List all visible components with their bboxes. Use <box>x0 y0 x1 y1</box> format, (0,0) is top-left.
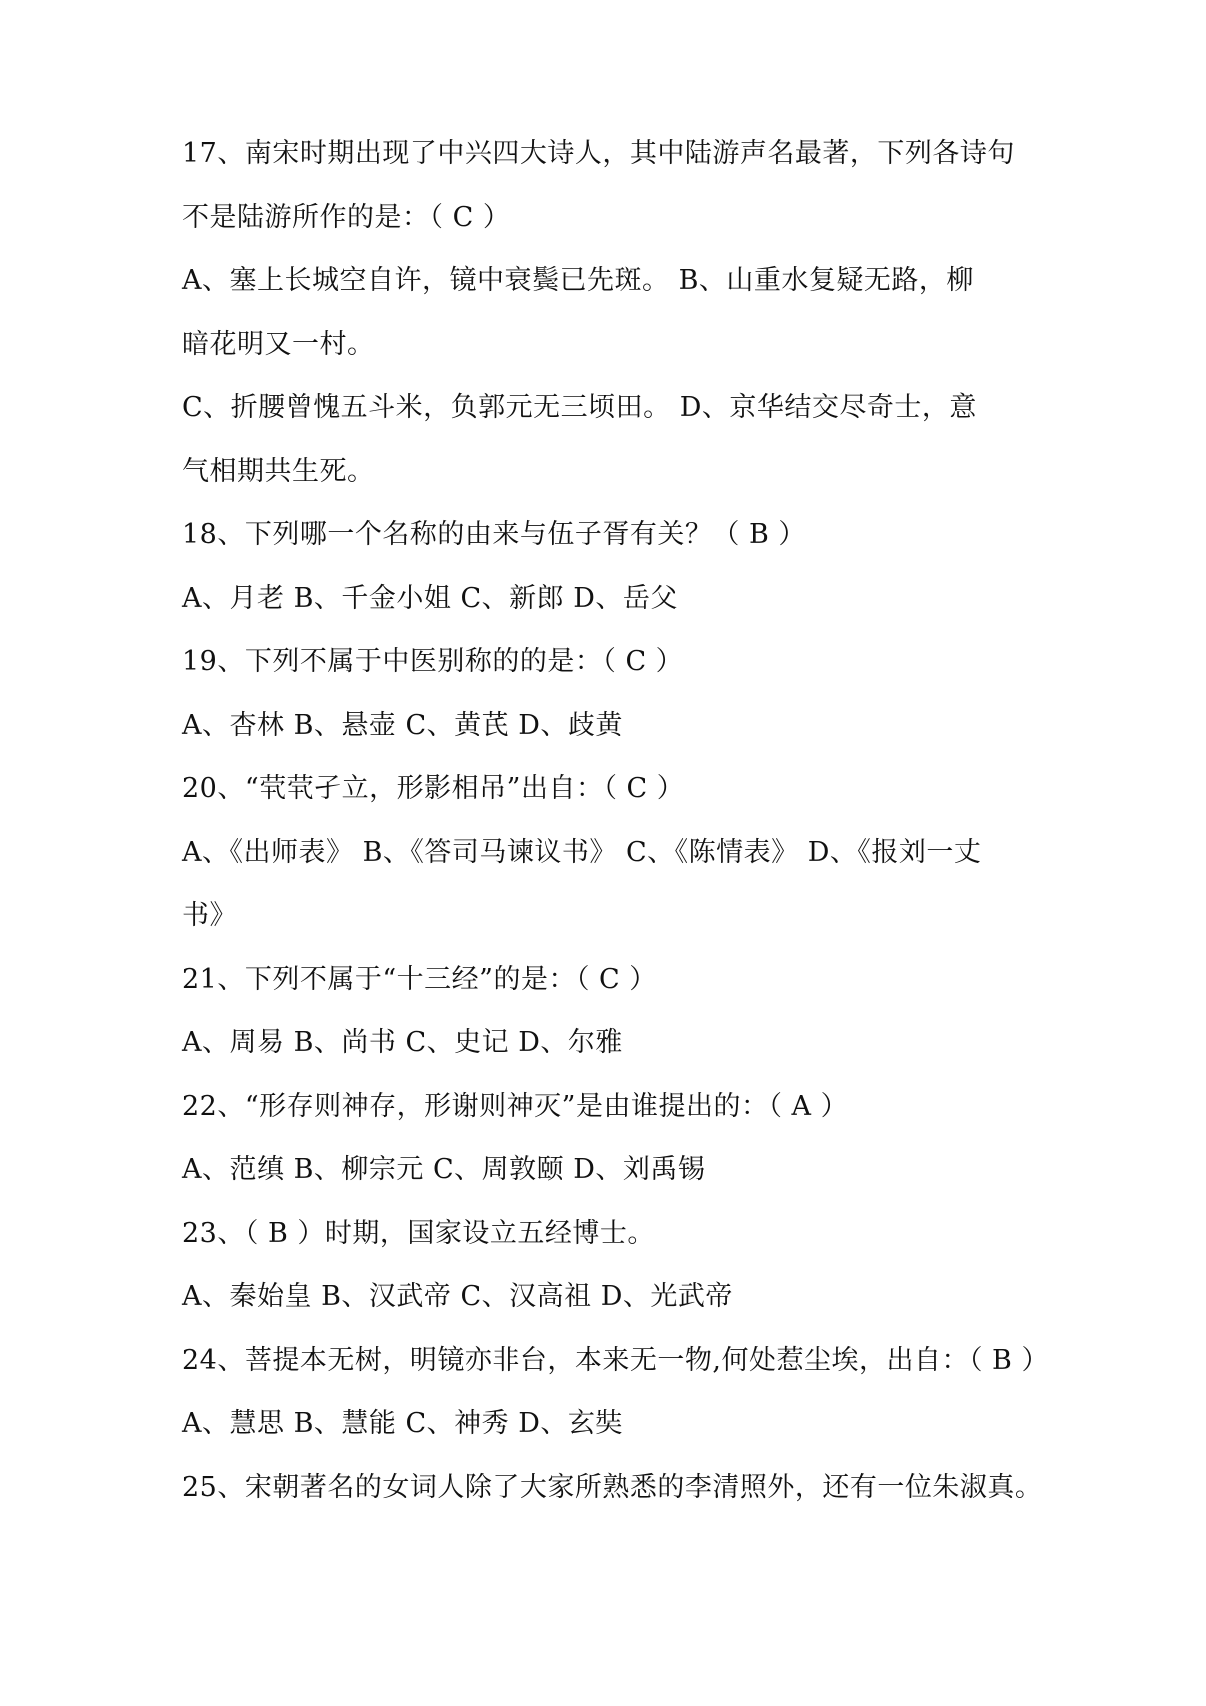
question-17-options-line-2: 暗花明又一村。 <box>182 328 375 360</box>
document-body <box>182 122 1052 1519</box>
question-20-options-line-2: 书》 <box>182 900 237 931</box>
question-20: 20、“茕茕孑立，形影相吊”出自：（ C ） <box>182 773 685 804</box>
question-20-options-line-1: A、《出师表》 B、《答司马谏议书》 C、《陈情表》 D、《报刘一丈 <box>182 836 982 868</box>
question-17-line-2: 不是陆游所作的是：（ C ） <box>182 201 511 233</box>
question-19-options: A、杏林 B、悬壶 C、黄芪 D、歧黄 <box>182 709 623 741</box>
question-17-options-line-4: 气相期共生死。 <box>182 455 375 487</box>
question-22: 22、“形存则神存，形谢则神灭”是由谁提出的：（ A ） <box>182 1090 849 1122</box>
question-17-line-1: 17、南宋时期出现了中兴四大诗人，其中陆游声名最著，下列各诗句 <box>182 138 1015 169</box>
question-25: 25、宋朝著名的女词人除了大家所熟悉的李清照外，还有一位朱淑真。 <box>182 1471 1043 1503</box>
question-23: 23、（ B ）时期，国家设立五经博士。 <box>182 1217 655 1249</box>
question-22-options: A、范缜 B、柳宗元 C、周敦颐 D、刘禹锡 <box>182 1154 706 1185</box>
question-17-options-line-3: C、折腰曾愧五斗米，负郭元无三顷田。 D、京华结交尽奇士，意 <box>182 392 977 423</box>
question-18: 18、下列哪一个名称的由来与伍子胥有关？（ B ） <box>182 519 806 550</box>
question-24: 24、菩提本无树，明镜亦非台，本来无一物,何处惹尘埃，出自：（ B ） <box>182 1344 1049 1376</box>
question-21: 21、下列不属于“十三经”的是：（ C ） <box>182 963 657 995</box>
question-21-options: A、周易 B、尚书 C、史记 D、尔雅 <box>182 1027 623 1058</box>
question-24-options: A、慧思 B、慧能 C、神秀 D、玄奘 <box>182 1408 623 1439</box>
question-19: 19、下列不属于中医别称的的是：（ C ） <box>182 646 684 677</box>
question-18-options: A、月老 B、千金小姐 C、新郎 D、岳父 <box>182 582 678 614</box>
question-23-options: A、秦始皇 B、汉武帝 C、汉高祖 D、光武帝 <box>182 1281 733 1312</box>
question-17-options-line-1: A、塞上长城空自许，镜中衰鬓已先斑。 B、山重水复疑无路，柳 <box>182 265 974 296</box>
